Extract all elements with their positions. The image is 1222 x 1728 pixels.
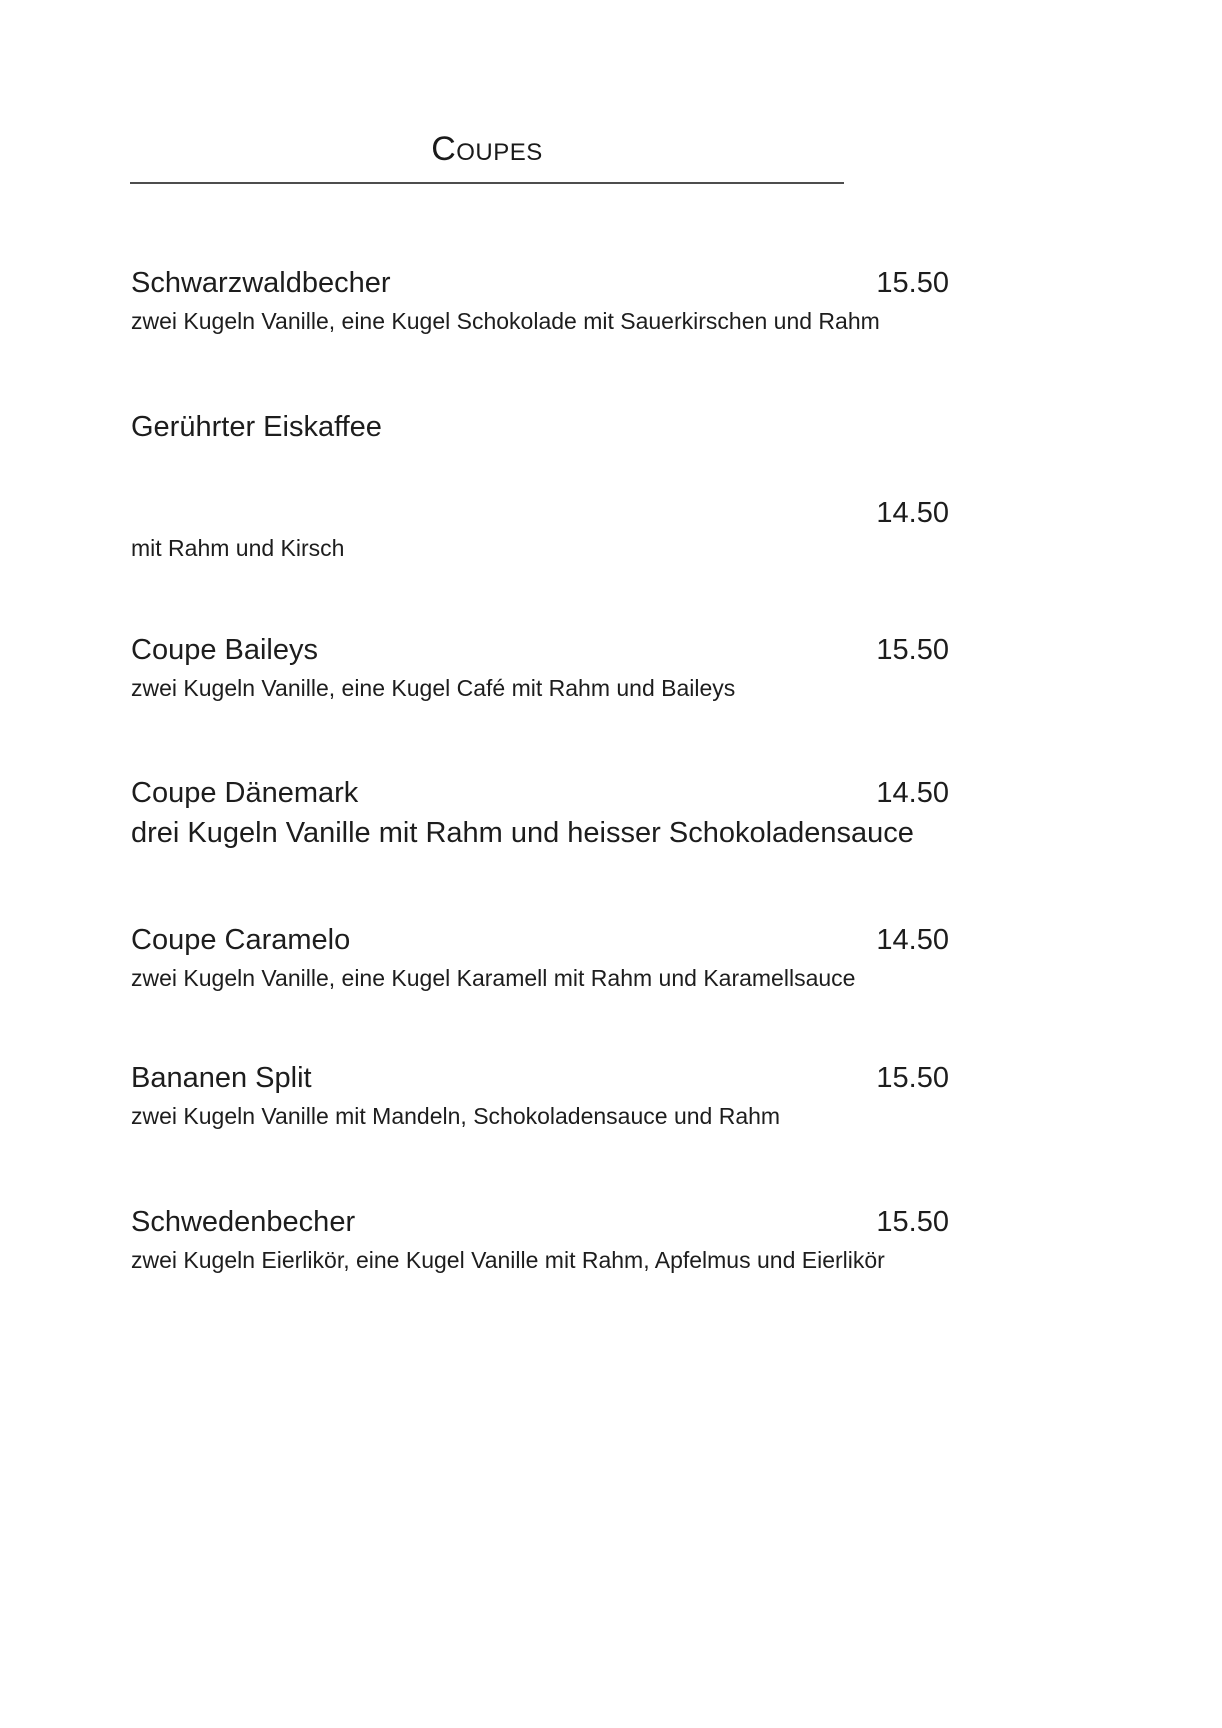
item-name: Coupe Baileys	[131, 634, 318, 666]
item-price: 14.50	[876, 777, 949, 809]
item-description: mit Rahm und Kirsch	[131, 535, 345, 562]
menu-item-geruehrter-eiskaffee	[131, 409, 949, 564]
item-description: zwei Kugeln Vanille, eine Kugel Schokolade mit Sauerkirschen und Rahm	[131, 307, 880, 334]
item-name: Schwarzwaldbecher	[131, 267, 391, 299]
item-name-price-row	[131, 632, 949, 670]
item-description: drei Kugeln Vanille mit Rahm und heisser Schokoladensauce	[131, 816, 914, 849]
menu-item-bananen-split	[131, 1060, 949, 1132]
item-price: 14.50	[876, 496, 949, 529]
item-description: zwei Kugeln Eierlikör, eine Kugel Vanille mit Rahm, Apfelmus und Eierlikör	[131, 1246, 885, 1273]
item-name-price-row	[131, 922, 949, 960]
item-description: zwei Kugeln Vanille, eine Kugel Karamell mit Rahm und Karamellsauce	[131, 964, 856, 991]
item-price: 15.50	[876, 1062, 949, 1094]
item-price: 14.50	[876, 924, 949, 956]
page-title: Coupes	[431, 130, 543, 168]
item-name-row	[131, 409, 949, 447]
item-name-price-row	[131, 1204, 949, 1242]
item-name: Gerührter Eiskaffee	[131, 411, 382, 443]
item-price: 15.50	[876, 634, 949, 666]
menu-section-header	[130, 130, 844, 184]
item-name: Coupe Caramelo	[131, 924, 351, 956]
item-price-row	[131, 495, 949, 533]
item-name-price-row	[131, 1060, 949, 1098]
item-price: 15.50	[876, 1206, 949, 1238]
item-description: zwei Kugeln Vanille mit Mandeln, Schokoladensauce und Rahm	[131, 1102, 781, 1129]
menu-item-schwarzwaldbecher	[131, 265, 949, 337]
item-name: Bananen Split	[131, 1062, 312, 1094]
item-price: 15.50	[876, 267, 949, 299]
item-name: Schwedenbecher	[131, 1206, 356, 1238]
menu-item-coupe-daenemark	[131, 775, 949, 852]
menu-item-schwedenbecher	[131, 1204, 949, 1276]
menu-item-coupe-caramelo	[131, 922, 949, 994]
item-name-price-row	[131, 775, 949, 813]
item-description: zwei Kugeln Vanille, eine Kugel Café mit Rahm und Baileys	[131, 674, 736, 701]
item-name: Coupe Dänemark	[131, 777, 359, 809]
menu-item-coupe-baileys	[131, 632, 949, 704]
item-name-price-row	[131, 265, 949, 303]
